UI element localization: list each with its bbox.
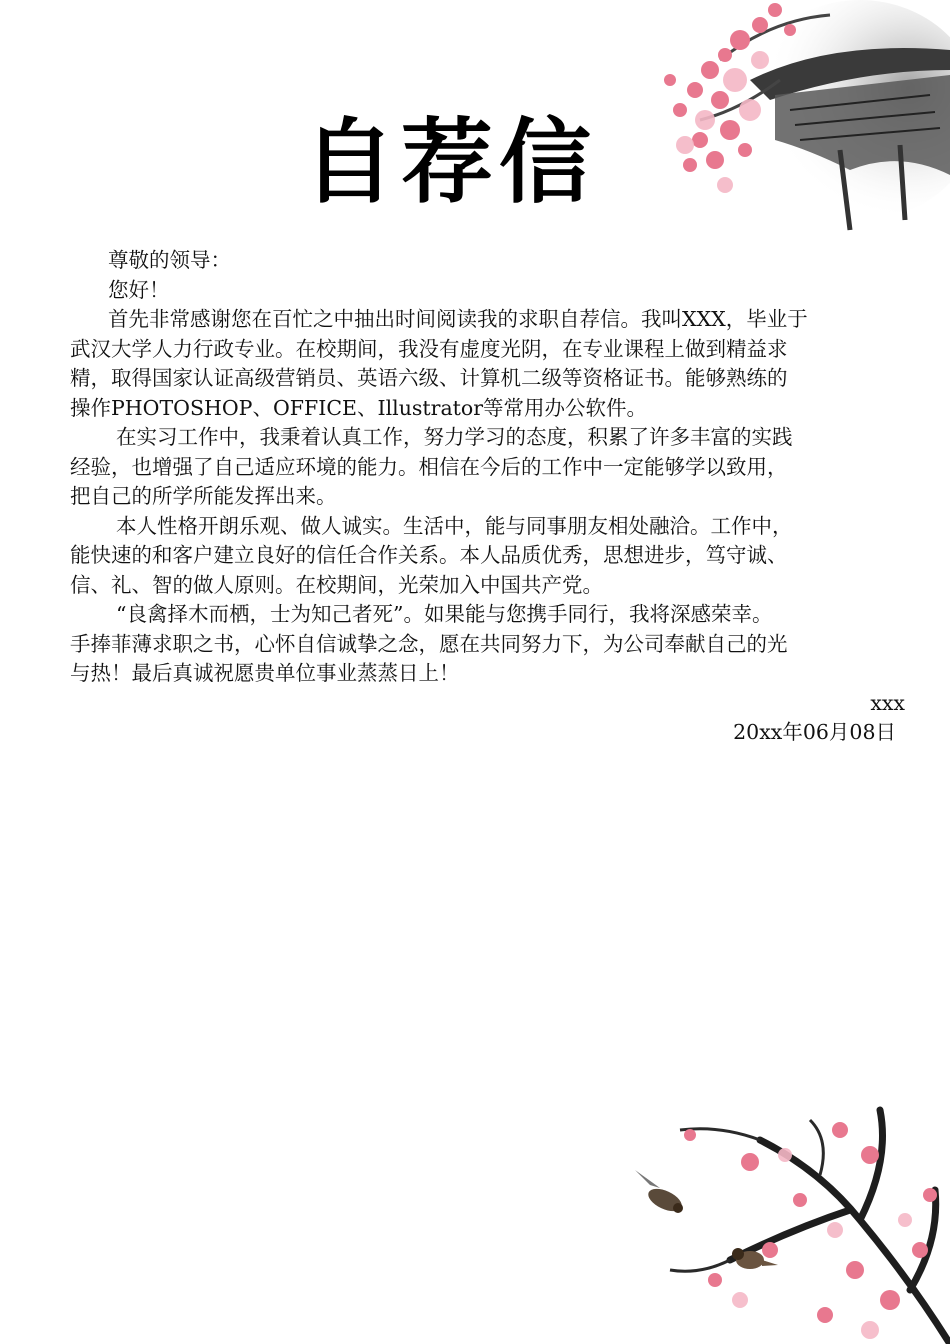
plum-branch-birds-illustration: [620, 1100, 950, 1344]
paragraph-line: 与热！最后真诚祝愿贵单位事业蒸蒸日上！: [70, 661, 460, 685]
letter-body: [70, 246, 910, 748]
page-title: 自荐信: [302, 109, 597, 216]
paragraph-line: 本人性格开朗乐观、做人诚实。生活中，能与同事朋友相处融洽。工作中，: [116, 513, 793, 538]
paragraph-line: 武汉大学人力行政专业。在校期间，我没有虚度光阴，在专业课程上做到精益求: [70, 336, 788, 361]
paragraph: [70, 423, 910, 512]
paragraph-line: 操作PHOTOSHOP、OFFICE、Illustrator等常用办公软件。: [70, 395, 648, 420]
paragraph-line: 能快速的和客户建立良好的信任合作关系。本人品质优秀，思想进步，笃守诚、: [70, 543, 788, 567]
paragraph-line: “良禽择木而栖，士为知己者死”。如果能与您携手同行，我将深感荣幸。: [116, 602, 773, 626]
paragraph-line: 手捧菲薄求职之书，心怀自信诚挚之念，愿在共同努力下，为公司奉献自己的光: [70, 631, 788, 656]
paragraph-line: 信、礼、智的做人原则。在校期间，光荣加入中国共产党。: [70, 572, 603, 597]
paragraph-line: 在实习工作中，我秉着认真工作，努力学习的态度，积累了许多丰富的实践: [116, 425, 793, 449]
paragraph-line: 精，取得国家认证高级营销员、英语六级、计算机二级等资格证书。能够熟练的: [70, 366, 788, 390]
paragraph: [70, 512, 910, 601]
letter-date: 20xx年06月08日: [733, 720, 896, 744]
salutation: 尊敬的领导：: [108, 248, 231, 272]
signature: xxx: [870, 690, 905, 715]
paragraph: [70, 600, 910, 689]
greeting-line: 您好！: [108, 277, 170, 302]
paragraph-line: 把自己的所学所能发挥出来。: [70, 484, 337, 508]
paragraph-line: 经验，也增强了自己适应环境的能力。相信在今后的工作中一定能够学以致用，: [70, 454, 788, 479]
paragraph: [70, 305, 910, 423]
bird-icon: [635, 1170, 685, 1216]
paragraph-line: 首先非常感谢您在百忙之中抽出时间阅读我的求职自荐信。我叫XXX，毕业于: [108, 307, 808, 331]
